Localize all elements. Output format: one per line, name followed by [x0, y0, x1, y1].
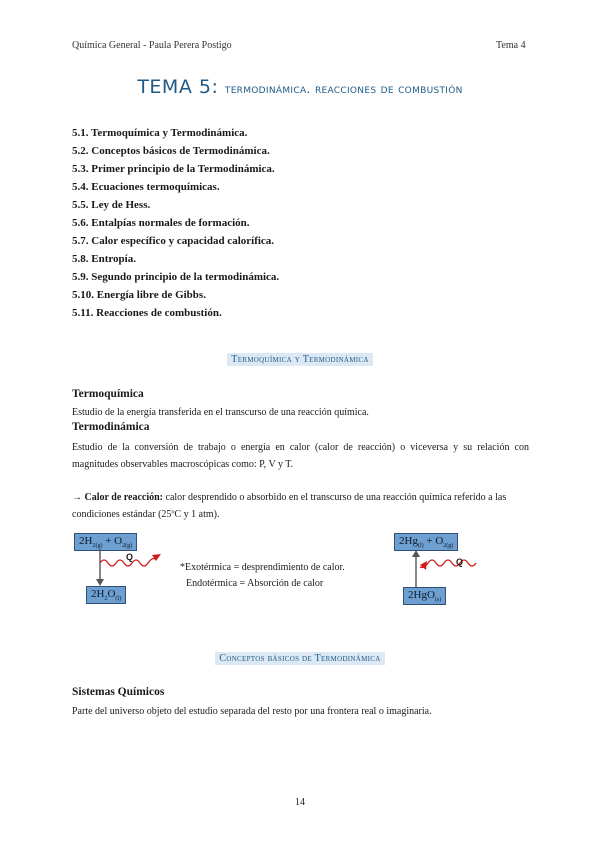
heat-arrowhead	[152, 554, 161, 561]
table-of-contents	[72, 124, 279, 322]
toc-item: 5.10. Energía libre de Gibbs.	[72, 289, 206, 301]
exothermic-note: *Exotérmica = desprendimiento de calor.	[180, 562, 345, 573]
products-box-left: $2H_2O_{(l)}$	[86, 586, 126, 604]
section-heading-2-label: Conceptos básicos de Termodinámica	[215, 652, 384, 665]
reactants-box-right: $2Hg_{(l)} + O_{2(g)}$	[394, 533, 458, 551]
toc-item: 5.11. Reacciones de combustión.	[72, 307, 222, 319]
section-heading-1	[0, 349, 600, 367]
toc-item: 5.4. Ecuaciones termoquímicas.	[72, 181, 220, 193]
heat-wave-in	[420, 560, 476, 568]
termoquimica-title: Termoquímica	[72, 388, 144, 400]
page-title	[0, 76, 600, 98]
q-label-left: Q	[126, 552, 134, 562]
toc-item: 5.2. Conceptos básicos de Termodinámica.	[72, 145, 270, 157]
sistemas-quimicos-text: Parte del universo objeto del estudio separada del resto por una frontera real o imaginaria.	[72, 706, 432, 717]
sistemas-quimicos-title: Sistemas Químicos	[72, 686, 165, 698]
endothermic-note: Endotérmica = Absorción de calor	[186, 578, 324, 589]
termodinamica-text: Estudio de la conversión de trabajo o energía en calor (calor de reacción) o viceversa y su relación con magnitudes observables macroscópicas como: P, V y T.	[72, 442, 529, 470]
toc-item: 5.3. Primer principio de la Termodinámica.	[72, 163, 275, 175]
toc-item: 5.8. Entropía.	[72, 253, 136, 265]
page-number: 14	[295, 797, 305, 808]
arrowhead-down	[96, 579, 104, 586]
calor-reaccion-text: calor desprendido o absorbido en el transcurso de una reacción química referido a las condiciones estándar (25ºC y 1 atm).	[72, 492, 507, 520]
toc-item: 5.6. Entalpías normales de formación.	[72, 217, 250, 229]
arrowhead-up	[412, 550, 420, 557]
termoquimica-text: Estudio de la energía transferida en el transcurso de una reacción química.	[72, 407, 369, 418]
section-heading-2	[0, 648, 600, 666]
q-label-right: Q	[456, 557, 464, 567]
title-main: TEMA 5:	[137, 76, 219, 98]
heat-arrowhead-in	[420, 561, 427, 570]
calor-reaccion-label: Calor de reacción:	[84, 492, 164, 503]
toc-item: 5.5. Ley de Hess.	[72, 199, 151, 211]
toc-item: 5.1. Termoquímica y Termodinámica.	[72, 127, 248, 139]
products-box-right: 2HgO$_{(s)}$	[403, 587, 446, 605]
toc-item: 5.7. Calor específico y capacidad calorífica.	[72, 235, 275, 247]
endothermic-arrows	[410, 549, 480, 589]
section-heading-1-label: Termoquímica y Termodinámica	[227, 353, 372, 366]
toc-item: 5.9. Segundo principio de la termodinámica.	[72, 271, 280, 283]
calor-reaccion-paragraph	[72, 489, 529, 523]
running-header-right: Tema 4	[496, 40, 526, 51]
title-sub: termodinámica. reacciones de combustión	[224, 81, 463, 96]
reactants-box-left: $2H_{2(g)} + O_{2(g)}$	[74, 533, 137, 551]
running-header-left: Química General - Paula Perera Postigo	[72, 40, 232, 51]
termodinamica-title: Termodinámica	[72, 421, 150, 433]
arrow-glyph: →	[72, 492, 82, 503]
